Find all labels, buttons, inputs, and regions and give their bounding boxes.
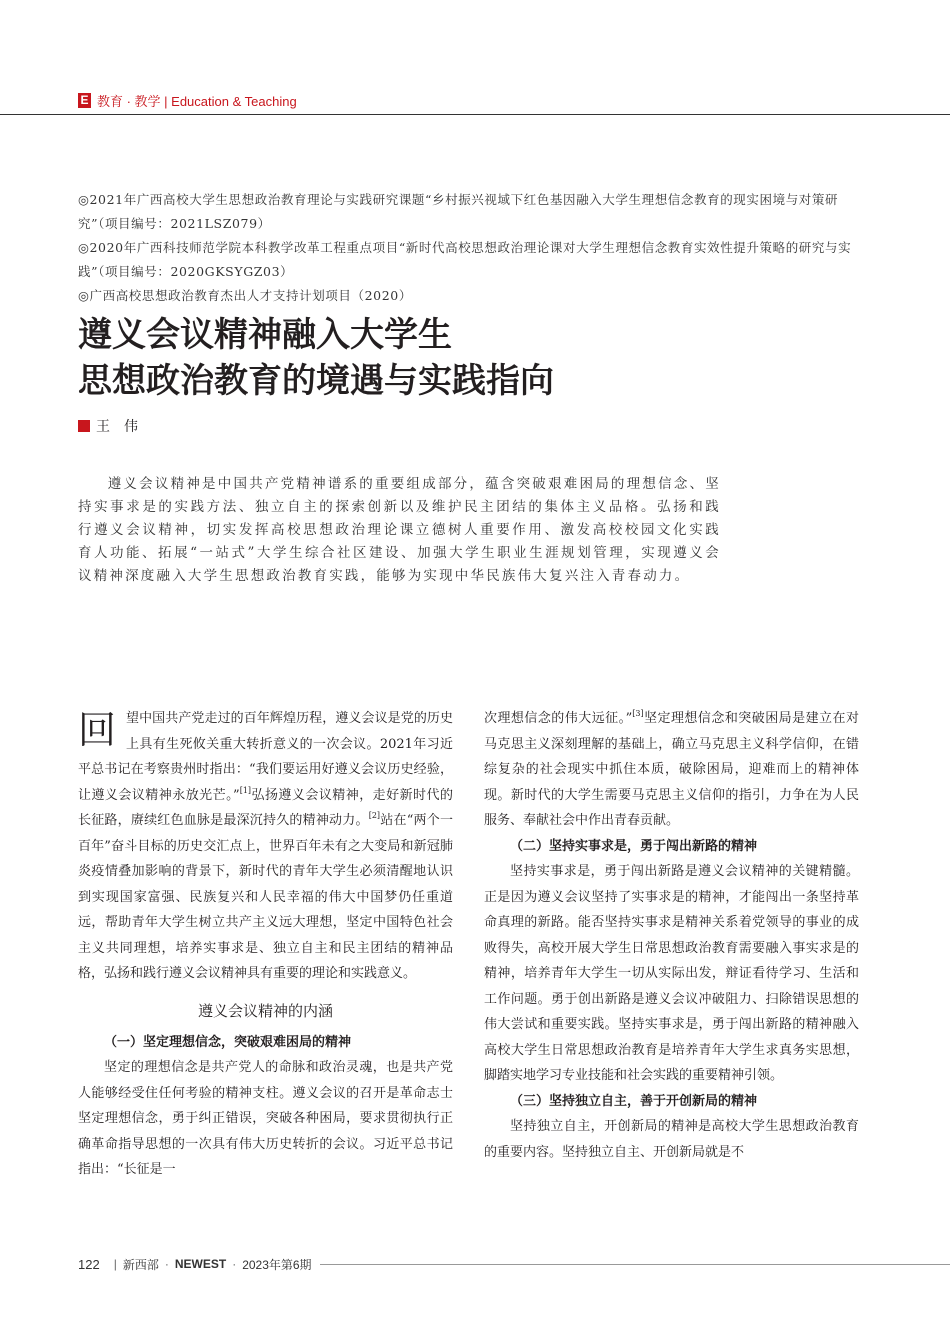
subsection-heading: （二）坚持实事求是，勇于闯出新路的精神 [510, 838, 758, 854]
section-label: 教育 · 教学 | Education & Teaching [97, 93, 297, 109]
body-paragraph: 坚持独立自主，开创新局的精神是高校大学生思想政治教育的重要内容。坚持独立自主、开创新局就是不 [484, 1119, 859, 1160]
page-footer [78, 1254, 950, 1274]
magazine-name-cn: 新西部 [122, 1257, 159, 1272]
author-marker-icon [78, 420, 90, 432]
continued-text-a: 次理想信念的伟大远征。” [484, 711, 633, 726]
author-name: 王 伟 [96, 418, 138, 434]
intro-text-a: 望中国共产党走过的百年辉煌历程，遵义会议是党的历史上具有生死攸关重大转折意义的一次会议。2021年习近平总书记在考察贵州时指出：“我们要运用好遵义会议历史经验，让遵义会议精神永放光芒。” [78, 711, 453, 803]
body-column-right [484, 706, 859, 1165]
article-title [78, 312, 554, 404]
magazine-name-en: NEWEST [174, 1257, 227, 1271]
header-divider [0, 114, 950, 115]
intro-text-c: 站在“两个一百年”奋斗目标的历史交汇点上，世界百年未有之大变局和新冠肺炎疫情叠加影响的背景下，新时代的青年大学生必须清醒地认识到实现国家富强、民族复兴和人民幸福的伟大中国梦仍任重道远，帮助青年大学生树立共产主义远大理想，坚定中国特色社会主义共同理想，培养实事求是、独立自主和民主团结的精神品格，弘扬和践行遵义会议精神具有重要的理论和实践意义。 [78, 813, 453, 981]
section-heading: 遵义会议精神的内涵 [197, 1002, 333, 1020]
title-line-1: 遵义会议精神融入大学生 [78, 315, 452, 355]
reference-mark: [2] [368, 811, 381, 820]
page-number: 122 [78, 1256, 100, 1272]
body-paragraph [484, 706, 859, 834]
footer-dot: · [232, 1257, 237, 1271]
footer-dot: · [164, 1257, 169, 1271]
author-byline [78, 416, 138, 436]
reference-mark: [3] [632, 709, 644, 718]
body-column-left [78, 706, 453, 1183]
intro-paragraph [78, 706, 453, 987]
body-paragraph: 坚定的理想信念是共产党人的命脉和政治灵魂，也是共产党人能够经受住任何考验的精神支柱。遵义会议的召开是革命志士坚定理想信念，勇于纠正错误，突破各种困局，要求贯彻执行正确革命指导思想的一次具有伟大历史转折的会议。习近平总书记指出：“长征是一 [78, 1060, 453, 1177]
intro-text-b: 弘扬遵义会议精神，走好新时代的长征路，赓续红色血脉是最深沉持久的精神动力。 [78, 787, 453, 828]
subsection-heading: （一）坚定理想信念，突破艰难困局的精神 [104, 1034, 352, 1050]
continued-text-b: 坚定理想信念和突破困局是建立在对马克思主义深刻理解的基础上，确立马克思主义科学信仰，在错综复杂的社会现实中抓住本质，破除困局，迎难而上的精神体现。新时代的大学生需要马克思主义信仰的指引，力争在为人民服务、奉献社会中作出青春贡献。 [484, 711, 859, 828]
issue-label: 2023年第6期 [242, 1257, 312, 1272]
subsection-heading: （三）坚持独立自主，善于开创新局的精神 [510, 1093, 758, 1109]
title-line-2: 思想政治教育的境遇与实践指向 [78, 361, 554, 401]
journal-logo-icon: E [78, 93, 91, 108]
funding-notes [78, 188, 863, 308]
reference-mark: [1] [239, 785, 252, 795]
drop-cap: 回 [78, 708, 117, 752]
funding-note: ◎广西高校思想政治教育杰出人才支持计划项目（2020） [78, 288, 412, 303]
abstract: 遵义会议精神是中国共产党精神谱系的重要组成部分，蕴含突破艰难困局的理想信念、坚持实事求是的实践方法、独立自主的探索创新以及维护民主团结的集体主义品格。弘扬和践行遵义会议精神，切实发挥高校思想政治理论课立德树人重要作用、激发高校校园文化实践育人功能、拓展“一站式”大学生综合社区建设、加强大学生职业生涯规划管理，实现遵义会议精神深度融入大学生思想政治教育实践，能够为实现中华民族伟大复兴注入青春动力。 [78, 476, 721, 584]
body-paragraph: 坚持实事求是，勇于闯出新路是遵义会议精神的关键精髓。正是因为遵义会议坚持了实事求是的精神，才能闯出一条坚持革命真理的新路。能否坚持实事求是精神关系着党领导的事业的成败得失，高校开展大学生日常思想政治教育需要融入事实求是的精神，培养青年大学生一切从实际出发，辩证看待学习、生活和工作问题。勇于创出新路是遵义会议冲破阻力、扫除错误思想的伟大尝试和重要实践。坚持实事求是，勇于闯出新路的精神融入高校大学生日常思想政治教育是培养青年大学生求真务实思想，脚踏实地学习专业技能和社会实践的重要精神引领。 [484, 864, 859, 1083]
footer-divider [320, 1264, 950, 1265]
funding-note: ◎2020年广西科技师范学院本科教学改革工程重点项目“新时代高校思想政治理论课对大学生理想信念教育实效性提升策略的研究与实践”（项目编号：2020GKSYGZ03） [78, 240, 852, 279]
running-header [78, 90, 297, 110]
footer-separator: | [113, 1257, 117, 1271]
funding-note: ◎2021年广西高校大学生思想政治教育理论与实践研究课题“乡村振兴视域下红色基因融入大学生理想信念教育的现实困境与对策研究”（项目编号：2021LSZ079） [78, 192, 839, 231]
